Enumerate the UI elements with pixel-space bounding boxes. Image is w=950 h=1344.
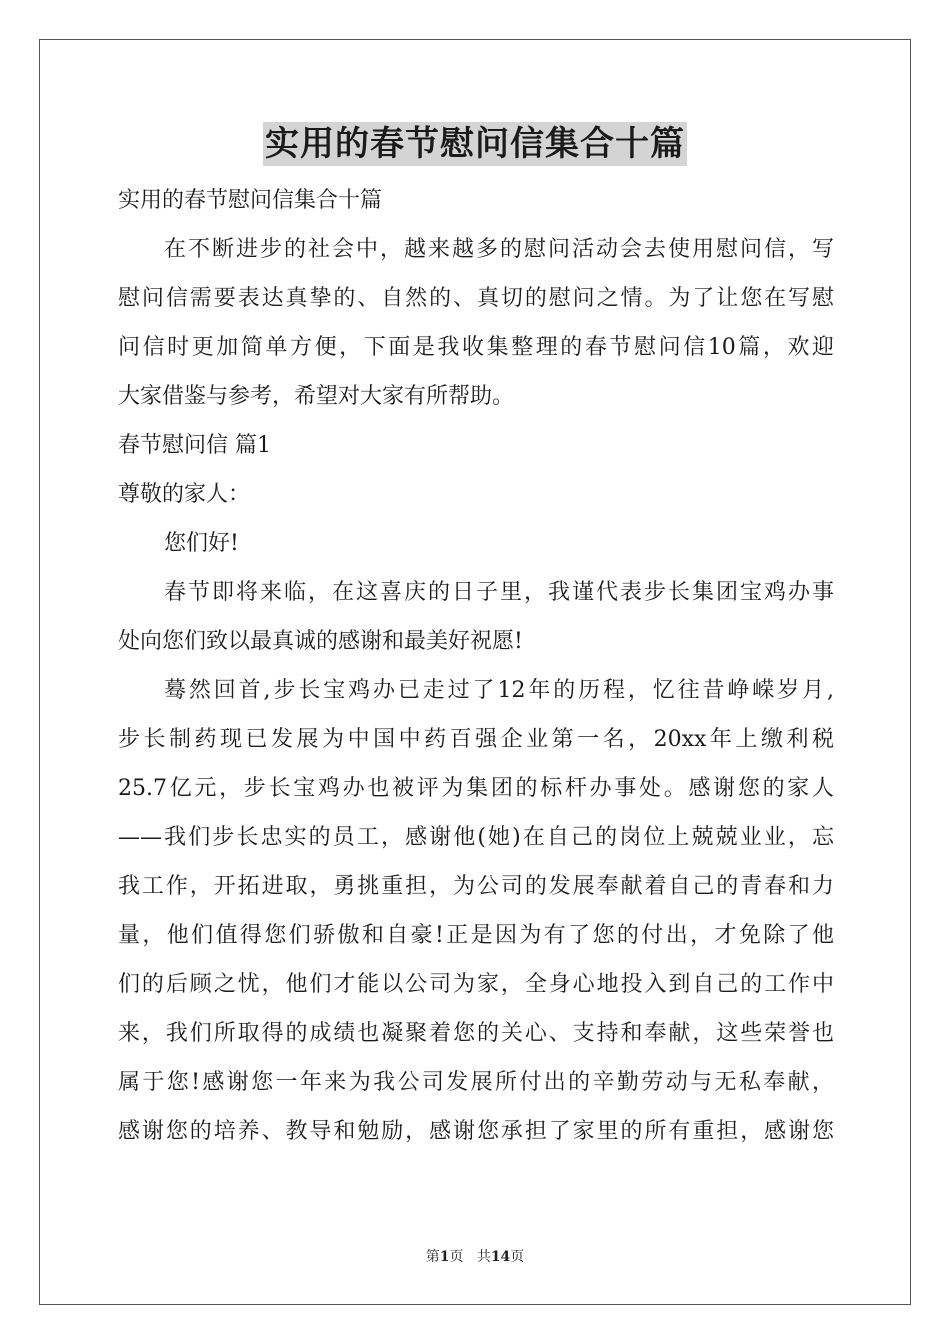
text-line: 在不断进步的社会中，越来越多的慰问活动会去使用慰问信，写 xyxy=(164,237,834,262)
text-line: 们的后顾之忧，他们才能以公司为家，全身心地投入到自己的工作中 xyxy=(118,972,834,997)
footer-page-prefix: 第 xyxy=(425,1249,440,1265)
footer-page-suffix: 页 xyxy=(449,1249,464,1265)
text-line: 25.7亿元，步长宝鸡办也被评为集团的标杆办事处。感谢您的家人 xyxy=(118,776,834,801)
text-line: 蓦然回首,步长宝鸡办已走过了12年的历程，忆往昔峥嵘岁月, xyxy=(164,678,834,703)
page-footer xyxy=(0,1246,950,1266)
text-line: 春节慰问信 篇1 xyxy=(118,433,271,458)
footer-page-number: 1 xyxy=(439,1249,450,1265)
document-title-wrapper xyxy=(0,122,950,166)
document-title: 实用的春节慰问信集合十篇 xyxy=(265,124,685,164)
text-line: 慰问信需要表达真挚的、自然的、真切的慰问之情。为了让您在写慰 xyxy=(118,286,834,311)
text-line: 处向您们致以最真诚的感谢和最美好祝愿! xyxy=(118,629,523,654)
document-body xyxy=(118,176,834,1156)
text-line: 感谢您的培养、教导和勉励，感谢您承担了家里的所有重担，感谢您 xyxy=(118,1119,834,1144)
text-line: 步长制药现已发展为中国中药百强企业第一名，20xx年上缴利税 xyxy=(118,727,834,752)
text-line: 量，他们值得您们骄傲和自豪!正是因为有了您的付出，才免除了他 xyxy=(118,923,834,948)
text-line: 我工作，开拓进取，勇挑重担，为公司的发展奉献着自己的青春和力 xyxy=(118,874,834,899)
text-line: ——我们步长忠实的员工，感谢他(她)在自己的岗位上兢兢业业，忘 xyxy=(118,825,834,850)
footer-total-suffix: 页 xyxy=(510,1249,525,1265)
text-line: 春节即将来临，在这喜庆的日子里，我谨代表步长集团宝鸡办事 xyxy=(164,580,834,605)
text-line: 实用的春节慰问信集合十篇 xyxy=(118,188,383,213)
footer-total-pages: 14 xyxy=(490,1249,511,1265)
footer-total-prefix: 共 xyxy=(476,1249,491,1265)
text-line: 尊敬的家人： xyxy=(118,482,251,507)
text-line: 您们好! xyxy=(164,531,239,556)
text-line: 属于您!感谢您一年来为我公司发展所付出的辛勤劳动与无私奉献， xyxy=(118,1070,834,1095)
text-line: 问信时更加简单方便，下面是我收集整理的春节慰问信10篇，欢迎 xyxy=(118,335,834,360)
text-line: 来，我们所取得的成绩也凝聚着您的关心、支持和奉献，这些荣誉也 xyxy=(118,1021,834,1046)
text-line: 大家借鉴与参考，希望对大家有所帮助。 xyxy=(118,384,515,409)
